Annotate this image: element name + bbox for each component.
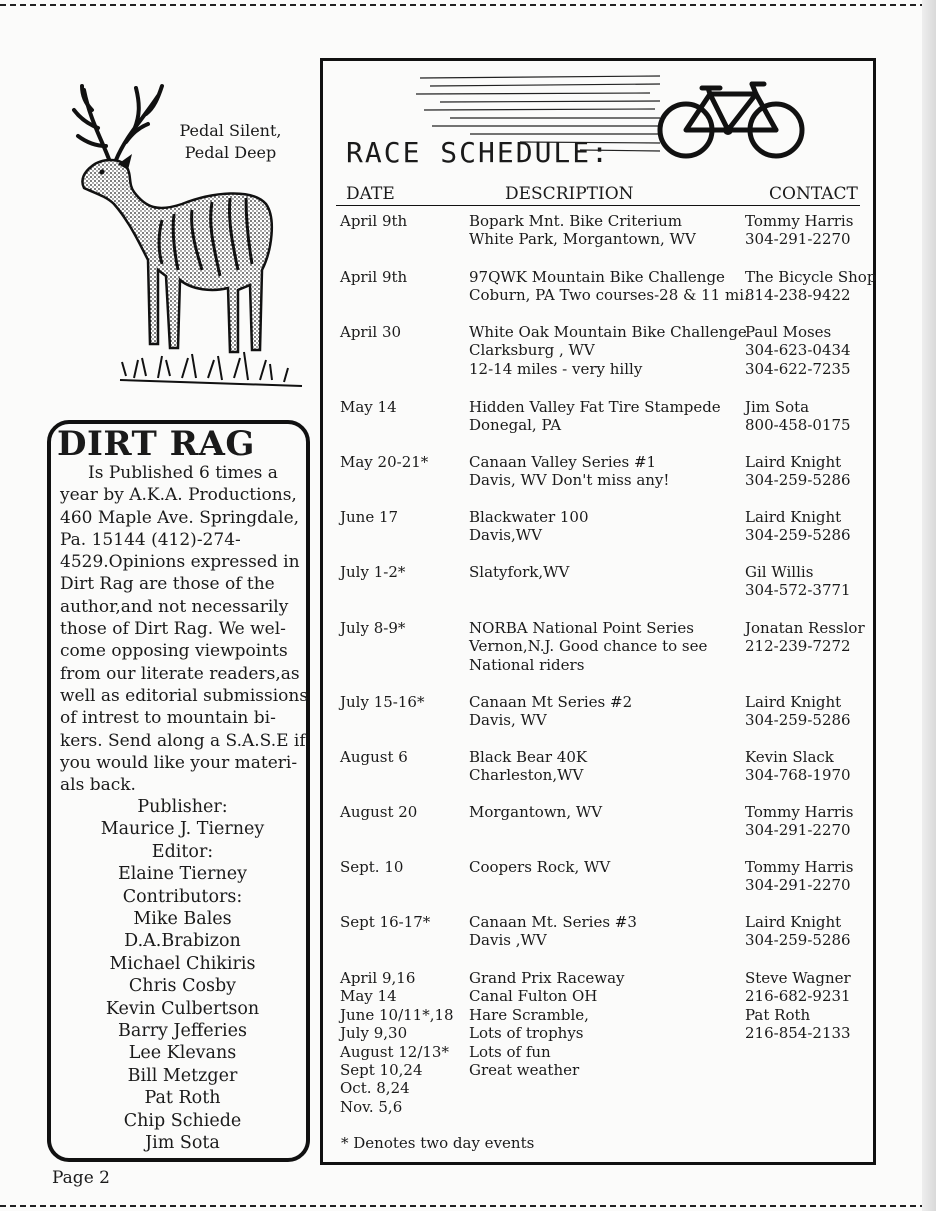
event-contact: [745, 969, 875, 1043]
event-date-line: Sept 16-17*: [340, 913, 431, 931]
event-date-line: August 20: [340, 803, 418, 821]
event-description-line: Clarksburg , WV: [469, 341, 595, 360]
event-description-line: National riders: [469, 655, 585, 674]
event-date: [340, 858, 465, 876]
body-line: you would like your materi-: [60, 752, 298, 773]
event-description-line: NORBA National Point Series: [469, 619, 694, 637]
event-contact: [745, 858, 875, 895]
event-date-line: April 9th: [340, 212, 408, 230]
event-date: [340, 212, 465, 230]
event-date-line: July 1-2*: [340, 563, 406, 581]
event-description-line: Coburn, PA Two courses-28 & 11 mi.: [469, 286, 749, 305]
body-line: Is Published 6 times a: [88, 463, 278, 483]
event-description-line: Canaan Mt Series #2: [469, 693, 633, 711]
body-line: those of Dirt Rag. We wel-: [60, 619, 286, 640]
event-contact-line: Laird Knight: [745, 693, 842, 711]
event-description: [469, 748, 744, 785]
event-date: [340, 453, 465, 471]
top-cut-line: [0, 4, 936, 6]
event-contact: [745, 913, 875, 950]
event-contact-line: 304-768-1970: [745, 766, 851, 785]
event-date: [340, 563, 465, 581]
event-description-line: Grand Prix Raceway: [469, 969, 625, 987]
event-description-line: Davis, WV Don't miss any!: [469, 471, 670, 490]
event-description-line: Hidden Valley Fat Tire Stampede: [469, 398, 721, 416]
event-contact-line: 304-291-2270: [745, 230, 851, 249]
tagline: [158, 120, 303, 164]
event-date: [340, 693, 465, 711]
event-description: [469, 803, 744, 821]
event-date: [340, 508, 465, 526]
credit-line: Kevin Culbertson: [105, 998, 260, 1019]
event-description-line: White Oak Mountain Bike Challenge: [469, 323, 747, 341]
event-description-line: Hare Scramble,: [469, 1005, 589, 1024]
event-description-line: 12-14 miles - very hilly: [469, 359, 643, 378]
event-contact-line: Paul Moses: [745, 323, 832, 341]
body-line: als back.: [60, 775, 136, 796]
dirt-rag-body: [60, 462, 309, 796]
event-description: [469, 212, 744, 249]
event-contact-line: The Bicycle Shop: [745, 268, 877, 286]
credit-line: Jim Sota: [145, 1133, 220, 1154]
credit-line: Elaine Tierney: [117, 864, 248, 885]
bicycle-icon: [648, 72, 808, 162]
credit-line: Publisher:: [137, 797, 228, 817]
event-description-line: 97QWK Mountain Bike Challenge: [469, 268, 725, 286]
event-date: [340, 969, 465, 1116]
body-line: author,and not necessarily: [60, 596, 289, 617]
event-contact-line: 304-623-0434: [745, 341, 851, 360]
event-date-line: April 30: [340, 323, 402, 341]
event-description: [469, 323, 747, 378]
event-description: [469, 969, 744, 1079]
event-date: [340, 913, 465, 931]
body-line: from our literate readers,as: [60, 663, 300, 684]
event-contact-line: 216-854-2133: [745, 1024, 851, 1043]
event-description: [469, 563, 744, 581]
event-contact-line: Laird Knight: [745, 508, 842, 526]
event-contact-line: 304-259-5286: [745, 931, 851, 950]
event-contact: [745, 748, 875, 785]
event-contact: [745, 803, 875, 840]
event-date-line: August 12/13*: [340, 1042, 449, 1061]
event-description: [469, 693, 744, 730]
page-edge: [922, 0, 936, 1211]
event-description-line: Davis ,WV: [469, 931, 547, 950]
event-contact-line: 304-259-5286: [745, 711, 851, 730]
event-description-line: Donegal, PA: [469, 416, 562, 435]
event-date-line: April 9th: [340, 268, 408, 286]
event-contact: [745, 693, 875, 730]
event-date: [340, 619, 465, 637]
event-description: [469, 619, 744, 674]
credit-line: Mike Bales: [133, 909, 232, 930]
event-description-line: Great weather: [469, 1061, 580, 1080]
event-description-line: Canaan Valley Series #1: [469, 453, 657, 471]
page-number: Page 2: [52, 1168, 110, 1188]
event-date-line: Sept 10,24: [340, 1061, 423, 1080]
event-contact-line: 304-291-2270: [745, 821, 851, 840]
event-description-line: Bopark Mnt. Bike Criterium: [469, 212, 682, 230]
event-contact-line: Kevin Slack: [745, 748, 834, 766]
event-date: [340, 323, 465, 341]
event-contact-line: Pat Roth: [745, 1005, 811, 1024]
event-date-line: Sept. 10: [340, 858, 404, 876]
event-contact-line: 216-682-9231: [745, 987, 851, 1006]
event-date-line: Nov. 5,6: [340, 1097, 403, 1116]
credit-line: Chip Schiede: [123, 1110, 242, 1131]
event-description-line: Vernon,N.J. Good chance to see: [469, 637, 708, 656]
body-line: year by A.K.A. Productions,: [60, 485, 297, 506]
event-description: [469, 268, 749, 305]
body-line: Dirt Rag are those of the: [60, 574, 275, 595]
event-contact: [745, 398, 875, 435]
event-date: [340, 748, 465, 766]
event-description-line: White Park, Morgantown, WV: [469, 230, 696, 249]
event-contact: [745, 268, 875, 305]
event-date-line: Oct. 8,24: [340, 1079, 410, 1098]
event-date: [340, 268, 465, 286]
tagline-line-2: Pedal Deep: [184, 143, 277, 162]
event-description-line: Charleston,WV: [469, 766, 584, 785]
event-date-line: May 14: [340, 398, 397, 416]
footnote: * Denotes two day events: [341, 1134, 535, 1152]
dirt-rag-title: DIRT RAG: [57, 424, 255, 464]
event-description-line: Blackwater 100: [469, 508, 589, 526]
event-description-line: Slatyfork,WV: [469, 563, 570, 581]
event-contact: [745, 212, 875, 249]
credit-line: Editor:: [151, 841, 214, 862]
event-contact-line: Tommy Harris: [745, 858, 854, 876]
event-description: [469, 453, 744, 490]
event-contact-line: 800-458-0175: [745, 416, 851, 435]
bottom-cut-line: [0, 1205, 936, 1207]
event-description-line: Morgantown, WV: [469, 803, 603, 821]
event-description-line: Canal Fulton OH: [469, 987, 598, 1006]
event-contact-line: Steve Wagner: [745, 969, 851, 987]
credit-line: Maurice J. Tierney: [100, 819, 265, 840]
event-contact-line: Tommy Harris: [745, 212, 854, 230]
credit-line: Contributors:: [122, 886, 243, 907]
date-column-header: DATE: [346, 184, 395, 204]
schedule-title: RACE SCHEDULE:: [346, 136, 611, 169]
header-divider: [336, 205, 860, 206]
event-date-line: April 9,16: [340, 969, 416, 987]
credit-line: Barry Jefferies: [118, 1021, 247, 1042]
event-date-line: July 9,30: [340, 1024, 408, 1043]
body-line: well as editorial submissions: [60, 685, 309, 706]
event-contact: [745, 563, 875, 600]
event-contact-line: 814-238-9422: [745, 286, 851, 305]
event-contact-line: 304-291-2270: [745, 876, 851, 895]
event-description-line: Coopers Rock, WV: [469, 858, 611, 876]
event-date-line: June 17: [340, 508, 399, 526]
event-description-line: Lots of trophys: [469, 1024, 584, 1043]
event-contact-line: Jim Sota: [745, 398, 810, 416]
event-description-line: Davis, WV: [469, 711, 547, 730]
credit-line: Chris Cosby: [128, 976, 237, 997]
event-description-line: Black Bear 40K: [469, 748, 588, 766]
event-contact: [745, 453, 875, 490]
credit-line: Pat Roth: [144, 1088, 221, 1109]
event-contact-line: Gil Willis: [745, 563, 814, 581]
body-line: 4529.Opinions expressed in: [60, 552, 300, 573]
event-description-line: Canaan Mt. Series #3: [469, 913, 637, 931]
event-contact-line: 304-572-3771: [745, 581, 851, 600]
event-date: [340, 803, 465, 821]
event-date-line: August 6: [340, 748, 408, 766]
event-contact: [745, 508, 875, 545]
event-description: [469, 508, 744, 545]
event-description: [469, 398, 744, 435]
event-contact: [745, 619, 875, 656]
event-description-line: Lots of fun: [469, 1042, 551, 1061]
body-line: 460 Maple Ave. Springdale,: [60, 507, 300, 528]
credits-list: [55, 796, 310, 1155]
event-date-line: July 8-9*: [340, 619, 406, 637]
event-contact-line: Laird Knight: [745, 913, 842, 931]
credit-line: Bill Metzger: [127, 1065, 238, 1086]
event-contact-line: 212-239-7272: [745, 637, 851, 656]
body-line: Pa. 15144 (412)-274-: [60, 529, 241, 550]
event-contact-line: Jonatan Resslor: [745, 619, 865, 637]
body-line: kers. Send along a S.A.S.E if: [60, 730, 306, 751]
credit-line: Michael Chikiris: [109, 953, 256, 974]
event-date-line: May 20-21*: [340, 453, 429, 471]
event-contact-line: 304-622-7235: [745, 359, 851, 378]
event-contact-line: Laird Knight: [745, 453, 842, 471]
event-description-line: Davis,WV: [469, 526, 542, 545]
event-date-line: June 10/11*,18: [340, 1005, 454, 1024]
credit-line: Lee Klevans: [128, 1043, 237, 1064]
event-contact-line: 304-259-5286: [745, 471, 851, 490]
body-line: of intrest to mountain bi-: [60, 708, 276, 729]
description-column-header: DESCRIPTION: [505, 184, 634, 204]
event-contact-line: 304-259-5286: [745, 526, 851, 545]
event-date-line: May 14: [340, 987, 397, 1006]
event-description: [469, 858, 744, 876]
event-date: [340, 398, 465, 416]
event-contact-line: Tommy Harris: [745, 803, 854, 821]
tagline-line-1: Pedal Silent,: [179, 121, 282, 140]
event-date-line: July 15-16*: [340, 693, 425, 711]
contact-column-header: CONTACT: [769, 184, 858, 204]
event-contact: [745, 323, 875, 378]
event-description: [469, 913, 744, 950]
body-line: come opposing viewpoints: [60, 641, 288, 662]
credit-line: D.A.Brabizon: [124, 931, 241, 952]
